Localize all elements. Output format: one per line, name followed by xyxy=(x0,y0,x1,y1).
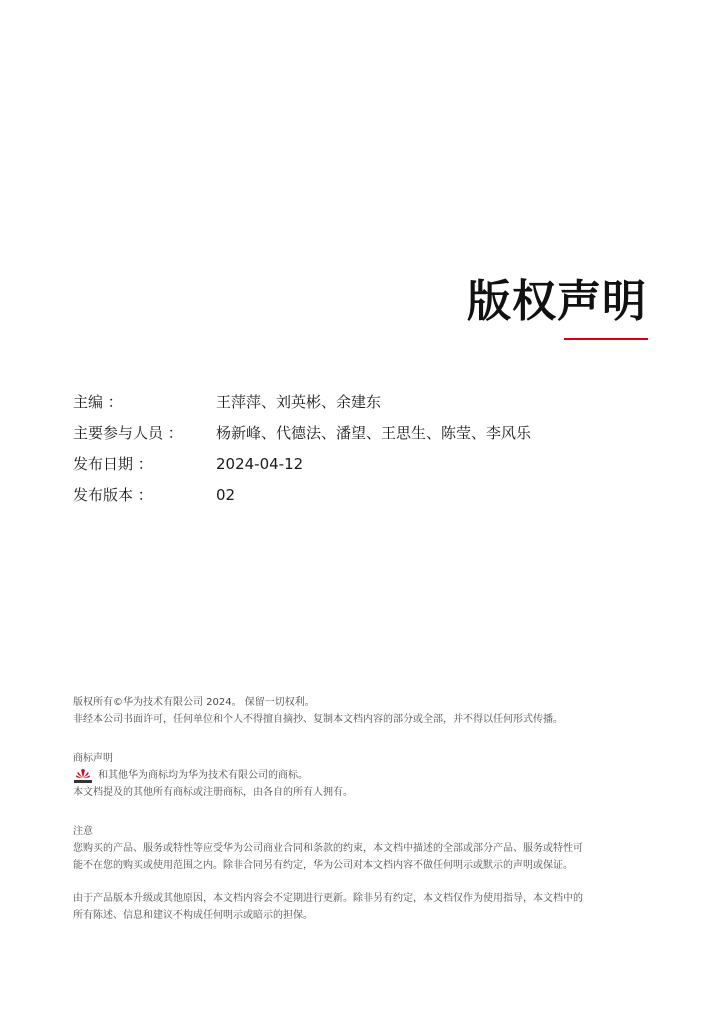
info-label: 主要参与人员 ： xyxy=(73,424,183,442)
info-row-contributors xyxy=(73,417,531,448)
info-value: 杨新峰、代德法、潘望、王思生、陈莹、李风乐 xyxy=(216,424,532,442)
info-label: 主编 ： xyxy=(73,393,123,411)
info-row-editor xyxy=(73,386,531,417)
notice-heading: 注意 xyxy=(73,826,93,837)
info-row-version xyxy=(73,479,531,510)
info-value: 02 xyxy=(216,485,236,504)
update-notice-text: 由于产品版本升级或其他原因，本文档内容会不定期进行更新。除非另有约定，本文档仅作为使用指导，本文档中的 xyxy=(73,893,583,904)
huawei-logo-icon xyxy=(73,768,93,784)
info-value: 2024-04-12 xyxy=(216,454,304,473)
title-underline xyxy=(564,338,648,340)
copyright-restriction: 非经本公司书面许可，任何单位和个人不得擅自摘抄、复制本文档内容的部分或全部，并不得以任何形式传播。 xyxy=(73,714,563,725)
notice-text: 您购买的产品、服务或特性等应受华为公司商业合同和条款的约束，本文档中描述的全部或部分产品、服务或特性可 xyxy=(73,843,583,854)
trademark-others: 本文档提及的其他所有商标或注册商标，由各自的所有人拥有。 xyxy=(73,787,353,798)
trademark-heading: 商标声明 xyxy=(73,753,113,764)
trademark-text: 和其他华为商标均为华为技术有限公司的商标。 xyxy=(98,770,308,781)
document-info xyxy=(73,386,531,510)
info-label: 发布版本 ： xyxy=(73,486,153,504)
legal-footer xyxy=(73,694,649,924)
page-title: 版权声明 xyxy=(467,276,647,327)
info-value: 王萍萍、刘英彬、余建东 xyxy=(216,393,382,411)
info-label: 发布日期 ： xyxy=(73,455,153,473)
copyright-line: 版权所有©华为技术有限公司 2024。 保留一切权利。 xyxy=(73,697,315,708)
update-notice-text: 所有陈述、信息和建议不构成任何明示或暗示的担保。 xyxy=(73,910,313,921)
notice-text: 能不在您的购买或使用范围之内。除非合同另有约定，华为公司对本文档内容不做任何明示或默示的声明或保证。 xyxy=(73,860,573,871)
trademark-statement xyxy=(73,767,649,784)
info-row-release-date xyxy=(73,448,531,479)
